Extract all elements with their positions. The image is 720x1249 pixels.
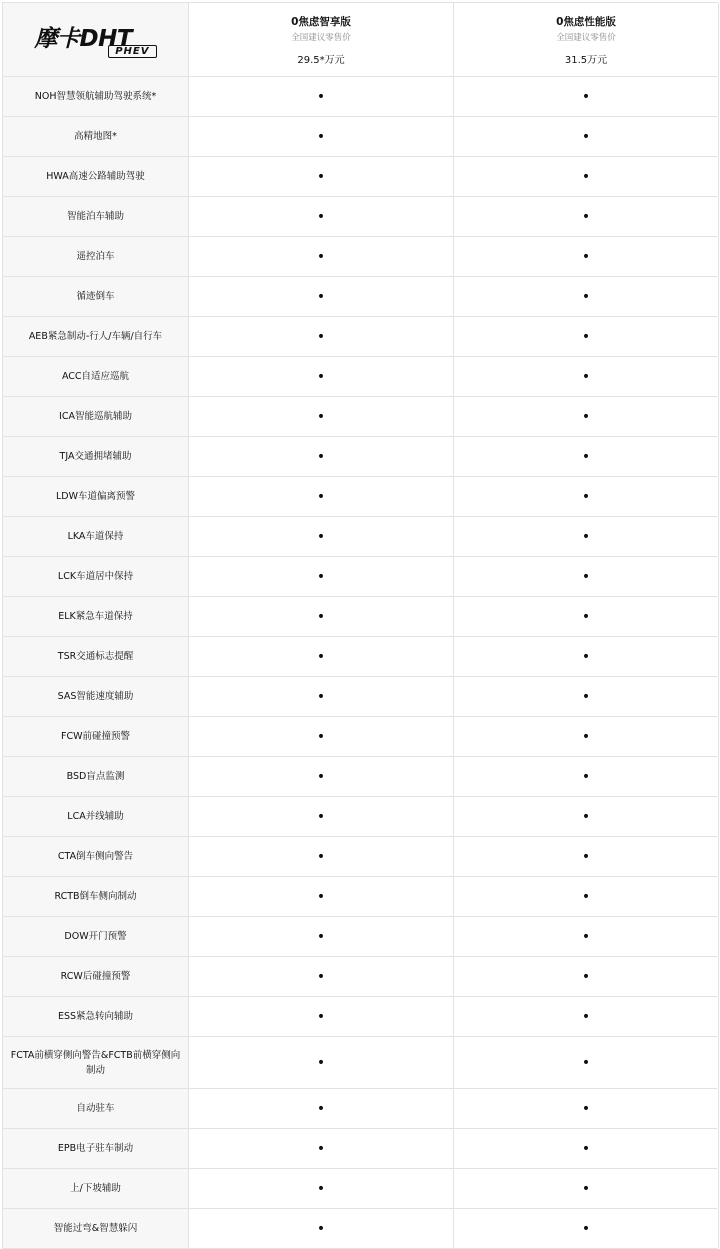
feature-name: EPB电子驻车制动 <box>3 1129 189 1168</box>
availability-cell <box>454 437 719 476</box>
availability-cell <box>189 1037 454 1088</box>
table-row <box>3 1037 718 1089</box>
feature-name: RCW后碰撞预警 <box>3 957 189 996</box>
trim-name: 0焦虑智享版 <box>291 16 351 28</box>
feature-name: TJA交通拥堵辅助 <box>3 437 189 476</box>
standard-dot-icon: • <box>316 768 326 785</box>
table-row <box>3 1209 718 1249</box>
table-row <box>3 397 718 437</box>
availability-cell <box>189 797 454 836</box>
availability-cell <box>189 277 454 316</box>
standard-dot-icon: • <box>581 328 591 345</box>
table-row <box>3 517 718 557</box>
standard-dot-icon: • <box>316 88 326 105</box>
standard-dot-icon: • <box>316 488 326 505</box>
standard-dot-icon: • <box>316 528 326 545</box>
standard-dot-icon: • <box>581 208 591 225</box>
feature-name: 高精地图* <box>3 117 189 156</box>
standard-dot-icon: • <box>581 688 591 705</box>
standard-dot-icon: • <box>316 408 326 425</box>
table-row <box>3 237 718 277</box>
availability-cell <box>454 637 719 676</box>
feature-name: NOH智慧领航辅助驾驶系统* <box>3 77 189 116</box>
availability-cell <box>454 837 719 876</box>
availability-cell <box>189 317 454 356</box>
availability-cell <box>189 1169 454 1208</box>
standard-dot-icon: • <box>316 968 326 985</box>
feature-name: ACC自适应巡航 <box>3 357 189 396</box>
availability-cell <box>454 237 719 276</box>
table-row <box>3 77 718 117</box>
availability-cell <box>189 917 454 956</box>
standard-dot-icon: • <box>316 368 326 385</box>
standard-dot-icon: • <box>316 928 326 945</box>
feature-name: CTA倒车侧向警告 <box>3 837 189 876</box>
standard-dot-icon: • <box>316 568 326 585</box>
table-row <box>3 357 718 397</box>
feature-name: ICA智能巡航辅助 <box>3 397 189 436</box>
feature-name: 循迹倒车 <box>3 277 189 316</box>
table-row <box>3 677 718 717</box>
standard-dot-icon: • <box>581 448 591 465</box>
availability-cell <box>189 1129 454 1168</box>
logo-sub-badge: PHEV <box>108 45 156 58</box>
standard-dot-icon: • <box>581 568 591 585</box>
standard-dot-icon: • <box>581 88 591 105</box>
trim-name: 0焦虑性能版 <box>556 16 616 28</box>
availability-cell <box>189 437 454 476</box>
standard-dot-icon: • <box>316 688 326 705</box>
standard-dot-icon: • <box>581 888 591 905</box>
availability-cell <box>189 197 454 236</box>
standard-dot-icon: • <box>581 1220 591 1237</box>
availability-cell <box>454 197 719 236</box>
table-row <box>3 197 718 237</box>
feature-name: 遥控泊车 <box>3 237 189 276</box>
availability-cell <box>454 317 719 356</box>
standard-dot-icon: • <box>581 528 591 545</box>
table-row <box>3 877 718 917</box>
feature-name: FCW前碰撞预警 <box>3 717 189 756</box>
trim-price: 31.5万元 <box>564 55 608 66</box>
availability-cell <box>454 117 719 156</box>
standard-dot-icon: • <box>316 288 326 305</box>
standard-dot-icon: • <box>581 608 591 625</box>
availability-cell <box>189 117 454 156</box>
standard-dot-icon: • <box>581 848 591 865</box>
standard-dot-icon: • <box>581 368 591 385</box>
availability-cell <box>454 1037 719 1088</box>
availability-cell <box>454 1129 719 1168</box>
table-row <box>3 637 718 677</box>
table-row <box>3 1089 718 1129</box>
availability-cell <box>454 1169 719 1208</box>
availability-cell <box>189 517 454 556</box>
feature-name: AEB紧急制动-行人/车辆/自行车 <box>3 317 189 356</box>
brand-logo <box>35 20 157 60</box>
trim-header-1 <box>189 3 454 76</box>
standard-dot-icon: • <box>316 1100 326 1117</box>
standard-dot-icon: • <box>581 1140 591 1157</box>
availability-cell <box>189 1089 454 1128</box>
table-row <box>3 317 718 357</box>
availability-cell <box>454 1089 719 1128</box>
availability-cell <box>189 1209 454 1248</box>
availability-cell <box>189 477 454 516</box>
feature-name: 智能过弯&智慧躲闪 <box>3 1209 189 1248</box>
availability-cell <box>189 677 454 716</box>
feature-name: BSD盲点监测 <box>3 757 189 796</box>
availability-cell <box>454 677 719 716</box>
availability-cell <box>454 917 719 956</box>
feature-name: LCK车道居中保持 <box>3 557 189 596</box>
table-row <box>3 757 718 797</box>
standard-dot-icon: • <box>581 168 591 185</box>
availability-cell <box>189 597 454 636</box>
standard-dot-icon: • <box>316 448 326 465</box>
standard-dot-icon: • <box>581 288 591 305</box>
feature-name: RCTB倒车侧向制动 <box>3 877 189 916</box>
trim-price: 29.5*万元 <box>297 55 345 66</box>
standard-dot-icon: • <box>316 1008 326 1025</box>
standard-dot-icon: • <box>316 888 326 905</box>
standard-dot-icon: • <box>581 768 591 785</box>
availability-cell <box>454 357 719 396</box>
availability-cell <box>189 397 454 436</box>
feature-name: FCTA前横穿侧向警告&FCTB前横穿侧向制动 <box>3 1037 189 1088</box>
header-row <box>3 3 718 77</box>
availability-cell <box>454 757 719 796</box>
standard-dot-icon: • <box>581 408 591 425</box>
table-row <box>3 797 718 837</box>
availability-cell <box>189 637 454 676</box>
availability-cell <box>454 517 719 556</box>
standard-dot-icon: • <box>316 1054 326 1071</box>
table-row <box>3 837 718 877</box>
standard-dot-icon: • <box>316 208 326 225</box>
availability-cell <box>189 877 454 916</box>
logo-text: 摩卡DHT <box>34 25 133 52</box>
feature-name: TSR交通标志提醒 <box>3 637 189 676</box>
availability-cell <box>189 957 454 996</box>
standard-dot-icon: • <box>581 128 591 145</box>
availability-cell <box>454 557 719 596</box>
trim-price-label: 全国建议零售价 <box>556 33 616 43</box>
table-row <box>3 557 718 597</box>
standard-dot-icon: • <box>581 248 591 265</box>
standard-dot-icon: • <box>581 648 591 665</box>
standard-dot-icon: • <box>581 1100 591 1117</box>
availability-cell <box>454 77 719 116</box>
feature-name: 智能泊车辅助 <box>3 197 189 236</box>
table-row <box>3 957 718 997</box>
feature-name: LDW车道偏离预警 <box>3 477 189 516</box>
table-row <box>3 917 718 957</box>
availability-cell <box>189 717 454 756</box>
availability-cell <box>189 357 454 396</box>
trim-price-label: 全国建议零售价 <box>291 33 351 43</box>
standard-dot-icon: • <box>316 608 326 625</box>
standard-dot-icon: • <box>316 328 326 345</box>
standard-dot-icon: • <box>581 728 591 745</box>
standard-dot-icon: • <box>316 1140 326 1157</box>
standard-dot-icon: • <box>316 128 326 145</box>
availability-cell <box>454 877 719 916</box>
standard-dot-icon: • <box>316 248 326 265</box>
table-row <box>3 277 718 317</box>
standard-dot-icon: • <box>316 848 326 865</box>
standard-dot-icon: • <box>581 968 591 985</box>
availability-cell <box>454 157 719 196</box>
standard-dot-icon: • <box>581 1054 591 1071</box>
availability-cell <box>454 797 719 836</box>
standard-dot-icon: • <box>316 168 326 185</box>
availability-cell <box>189 837 454 876</box>
trim-header-2 <box>454 3 719 76</box>
standard-dot-icon: • <box>316 728 326 745</box>
brand-logo-cell <box>3 3 189 76</box>
availability-cell <box>189 237 454 276</box>
feature-name: ELK紧急车道保持 <box>3 597 189 636</box>
feature-name: LCA并线辅助 <box>3 797 189 836</box>
feature-name: 自动驻车 <box>3 1089 189 1128</box>
standard-dot-icon: • <box>581 1180 591 1197</box>
table-row <box>3 437 718 477</box>
table-row <box>3 157 718 197</box>
table-row <box>3 477 718 517</box>
feature-name: 上/下坡辅助 <box>3 1169 189 1208</box>
spec-comparison-table <box>2 2 718 1249</box>
availability-cell <box>189 157 454 196</box>
standard-dot-icon: • <box>581 1008 591 1025</box>
availability-cell <box>454 957 719 996</box>
feature-name: ESS紧急转向辅助 <box>3 997 189 1036</box>
feature-name: LKA车道保持 <box>3 517 189 556</box>
availability-cell <box>454 277 719 316</box>
table-row <box>3 117 718 157</box>
standard-dot-icon: • <box>581 928 591 945</box>
standard-dot-icon: • <box>581 808 591 825</box>
feature-name: HWA高速公路辅助驾驶 <box>3 157 189 196</box>
standard-dot-icon: • <box>316 1180 326 1197</box>
availability-cell <box>189 77 454 116</box>
table-row <box>3 717 718 757</box>
table-row <box>3 597 718 637</box>
availability-cell <box>454 717 719 756</box>
standard-dot-icon: • <box>581 488 591 505</box>
availability-cell <box>454 1209 719 1248</box>
availability-cell <box>189 757 454 796</box>
table-row <box>3 997 718 1037</box>
standard-dot-icon: • <box>316 808 326 825</box>
availability-cell <box>454 477 719 516</box>
table-row <box>3 1129 718 1169</box>
table-row <box>3 1169 718 1209</box>
standard-dot-icon: • <box>316 1220 326 1237</box>
availability-cell <box>454 597 719 636</box>
feature-name: DOW开门预警 <box>3 917 189 956</box>
feature-name: SAS智能速度辅助 <box>3 677 189 716</box>
availability-cell <box>189 557 454 596</box>
availability-cell <box>454 397 719 436</box>
availability-cell <box>189 997 454 1036</box>
availability-cell <box>454 997 719 1036</box>
standard-dot-icon: • <box>316 648 326 665</box>
